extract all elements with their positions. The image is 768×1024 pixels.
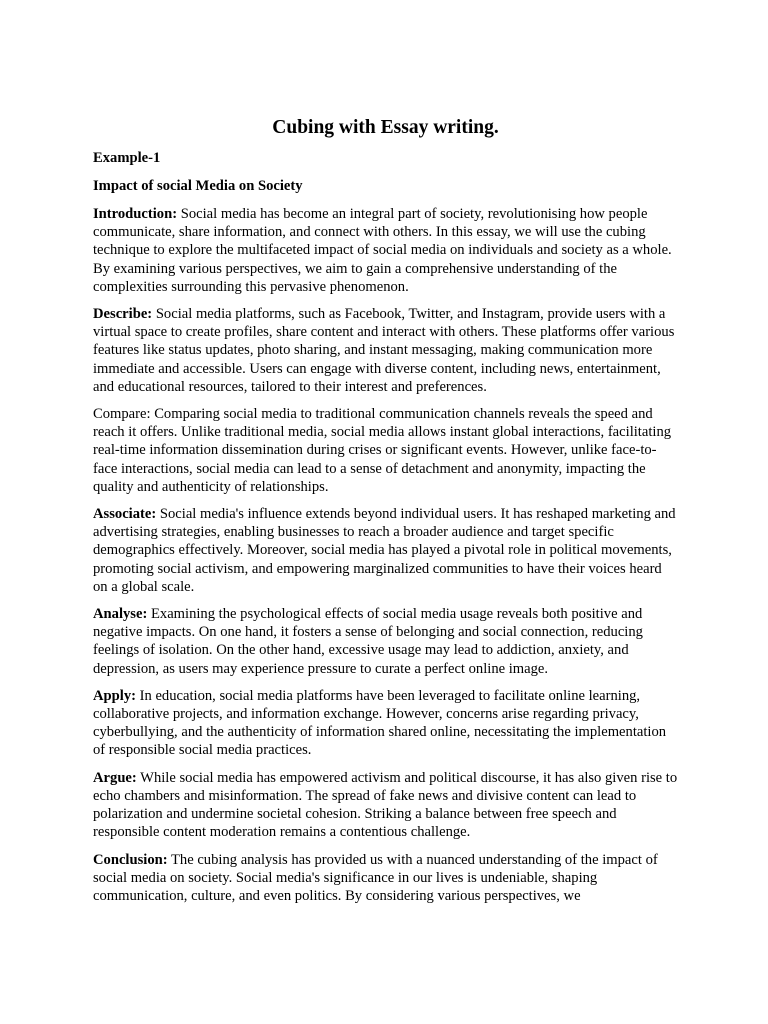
section-apply — [93, 687, 678, 760]
example-label: Example-1 — [93, 150, 161, 166]
section-describe — [93, 305, 678, 396]
section-lead: Introduction: — [93, 206, 178, 222]
section-lead: Analyse: — [93, 606, 148, 623]
section-text: Social media's influence extends beyond individual users. It has reshaped marketing and advertising strategies, enabling businesses to reach a broader audience and target specific demographics effectively. Moreover, social media has played a pivotal role in political movements, promoting social activism, and empowering marginalized communities to have their voices heard on a global scale. — [93, 506, 676, 595]
section-compare — [93, 405, 678, 496]
section-analyse — [93, 605, 678, 678]
document-body — [93, 115, 678, 914]
section-text: While social media has empowered activism and political discourse, it has also given rise to echo chambers and misinformation. The spread of fake news and divisive content can lead to polarization and undermine societal cohesion. Striking a balance between free speech and responsible content moderation remains a contentious challenge. — [93, 769, 678, 841]
section-argue — [93, 769, 678, 842]
section-lead: Argue: — [93, 769, 137, 786]
section-introduction — [93, 205, 678, 296]
section-text: Examining the psychological effects of social media usage reveals both positive and negative impacts. On one hand, it fosters a sense of belonging and social connection, reducing feelings of isolation. On the other hand, excessive usage may lead to addiction, anxiety, and depression, as users may experience pressure to curate a perfect online image. — [93, 606, 643, 677]
section-lead: Conclusion: — [93, 851, 168, 868]
section-lead: Apply: — [93, 687, 136, 704]
page-title: Cubing with Essay writing. — [272, 117, 499, 138]
section-associate — [93, 505, 678, 596]
section-text: Compare: Comparing social media to traditional communication channels reveals the speed and reach it offers. Unlike traditional media, social media allows instant global interactions, facilitating real-time information dissemination during crises or significant events. However, unlike face-to-face interactions, social media can lead to a sense of detachment and anonymity, impacting the quality and authenticity of relationships. — [93, 406, 672, 495]
section-lead: Describe: — [93, 306, 153, 323]
section-conclusion — [93, 851, 678, 906]
section-text: Social media has become an integral part of society, revolutionising how people communicate, share information, and connect with others. In this essay, we will use the cubing technique to explore the multifaceted impact of social media on individuals and society as a whole. By examining various perspectives, we aim to gain a comprehensive understanding of the complexities surrounding this pervasive phenomenon. — [93, 206, 672, 295]
section-lead: Associate: — [93, 506, 157, 523]
essay-title: Impact of social Media on Society — [93, 178, 303, 194]
section-text: Social media platforms, such as Facebook, Twitter, and Instagram, provide users with a virtual space to create profiles, share content and interact with others. These platforms offer various features like status updates, photo sharing, and instant messaging, making communication more immediate and accessible. Users can engage with diverse content, including news, entertainment, and educational resources, tailored to their interest and preferences. — [93, 306, 675, 395]
section-text: The cubing analysis has provided us with a nuanced understanding of the impact of social media on society. Social media's significance in our lives is undeniable, shaping communication, culture, and even politics. By considering various perspectives, we — [93, 851, 658, 904]
section-text: In education, social media platforms have been leveraged to facilitate online learning, collaborative projects, and information exchange. However, concerns arise regarding privacy, cyberbullying, and the authenticity of information shared online, necessitating the implementation of responsible social media practices. — [93, 687, 667, 759]
